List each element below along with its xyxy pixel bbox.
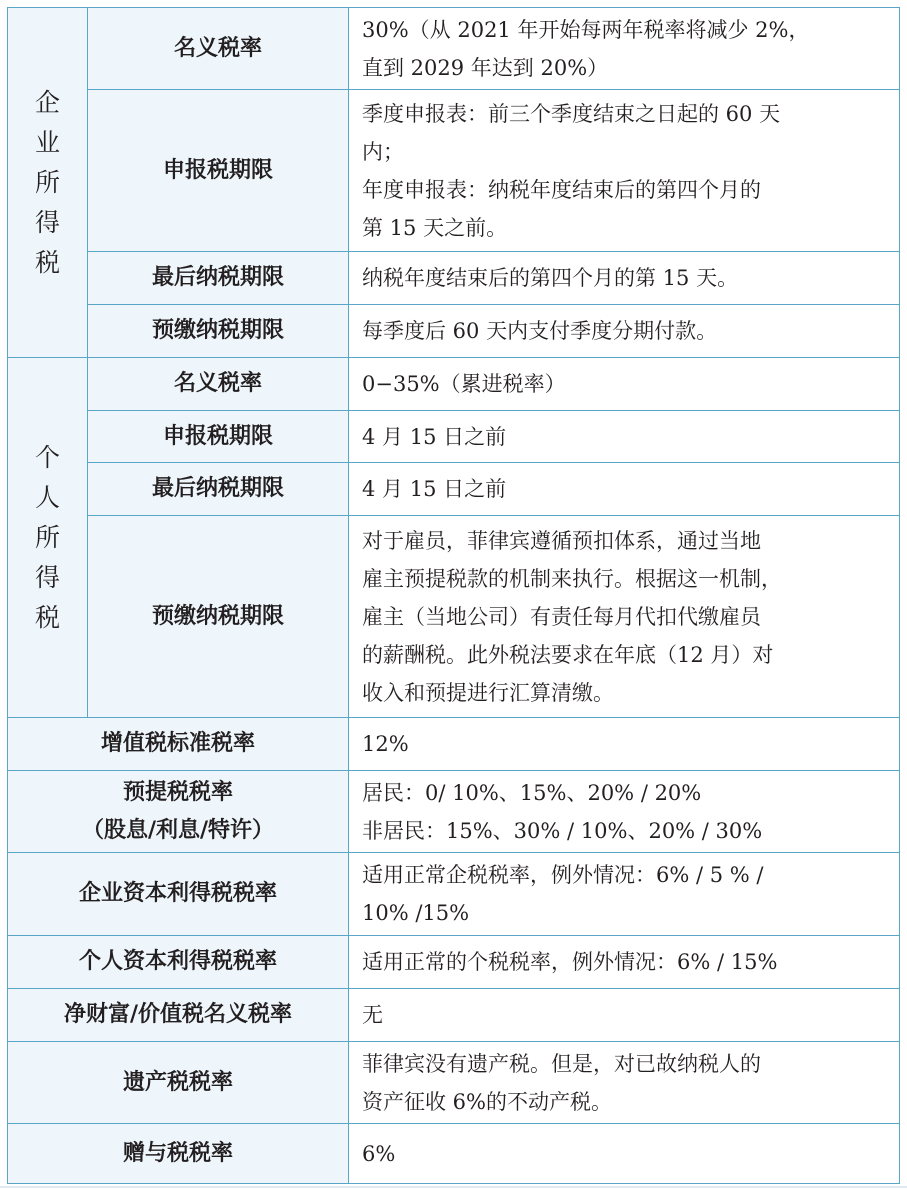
row-label: 预缴纳税期限 — [88, 516, 349, 718]
table-row — [8, 1124, 900, 1184]
row-label: 企业资本利得税税率 — [8, 853, 349, 936]
row-label: 名义税率 — [88, 8, 349, 90]
row-value: 对于雇员，菲律宾遵循预扣体系，通过当地 雇主预提税款的机制来执行。根据这一机制， 雇主（当地公司）有责任每月代扣代缴雇员 的薪酬税。此外税法要求在年底（12 月）对 收入和预提进行汇算清缴。 — [349, 516, 900, 718]
table-row — [8, 936, 900, 989]
row-value: 居民：0/ 10%、15%、20% / 20% 非居民：15%、30% / 10%、20% / 30% — [349, 771, 900, 853]
table-row — [8, 1042, 900, 1124]
table-row — [8, 853, 900, 936]
table-row — [8, 252, 900, 305]
table-row — [8, 90, 900, 252]
tax-summary-table — [7, 7, 900, 1184]
row-value: 4 月 15 日之前 — [349, 411, 900, 463]
table-row — [8, 411, 900, 463]
row-label: 预提税税率 （股息/利息/特许） — [8, 771, 349, 853]
row-value: 适用正常企税税率，例外情况：6% / 5 % / 10% /15% — [349, 853, 900, 936]
row-label: 最后纳税期限 — [88, 463, 349, 516]
table-row — [8, 989, 900, 1042]
row-label: 名义税率 — [88, 358, 349, 411]
table-row — [8, 463, 900, 516]
row-value: 菲律宾没有遗产税。但是，对已故纳税人的 资产征收 6%的不动产税。 — [349, 1042, 900, 1124]
row-value: 0−35%（累进税率） — [349, 358, 900, 411]
row-value: 30%（从 2021 年开始每两年税率将减少 2%， 直到 2029 年达到 20%） — [349, 8, 900, 90]
corporate-income-tax-group: 企 业 所 得 税 — [8, 8, 88, 358]
row-label: 遗产税税率 — [8, 1042, 349, 1124]
table-row — [8, 718, 900, 771]
row-value: 每季度后 60 天内支付季度分期付款。 — [349, 305, 900, 358]
row-label: 预缴纳税期限 — [88, 305, 349, 358]
row-value: 纳税年度结束后的第四个月的第 15 天。 — [349, 252, 900, 305]
row-value: 12% — [349, 718, 900, 771]
row-label: 申报税期限 — [88, 90, 349, 252]
table-row — [8, 771, 900, 853]
row-value: 季度申报表：前三个季度结束之日起的 60 天 内； 年度申报表：纳税年度结束后的第四个月的 第 15 天之前。 — [349, 90, 900, 252]
table-row — [8, 305, 900, 358]
row-label: 增值税标准税率 — [8, 718, 349, 771]
row-label: 最后纳税期限 — [88, 252, 349, 305]
table-row — [8, 358, 900, 411]
page-bottom-rule — [0, 1186, 907, 1188]
row-value: 无 — [349, 989, 900, 1042]
individual-income-tax-group: 个 人 所 得 税 — [8, 358, 88, 718]
row-value: 适用正常的个税税率，例外情况：6% / 15% — [349, 936, 900, 989]
row-value: 4 月 15 日之前 — [349, 463, 900, 516]
row-value: 6% — [349, 1124, 900, 1184]
table-row — [8, 8, 900, 90]
table-row — [8, 516, 900, 718]
row-label: 净财富/价值税名义税率 — [8, 989, 349, 1042]
row-label: 个人资本利得税税率 — [8, 936, 349, 989]
row-label: 赠与税税率 — [8, 1124, 349, 1184]
row-label: 申报税期限 — [88, 411, 349, 463]
